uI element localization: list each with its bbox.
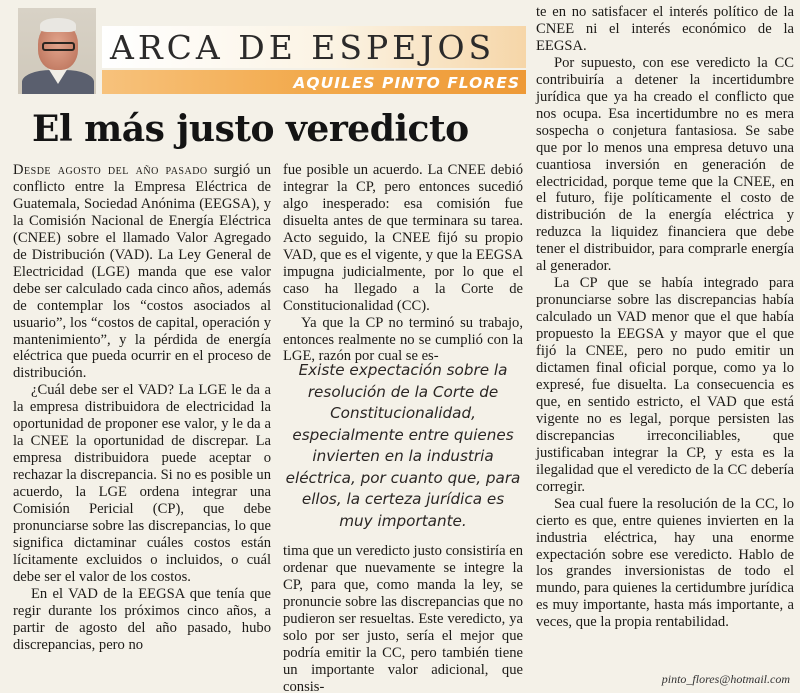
paragraph-6: tima que un veredicto justo consistiría en ordenar que nuevamente se integre la CP, para que, como manda la ley, se pronuncie sobre las discrepancias que no pudieron ser resueltas. Este veredicto, ya solo por ser justo, sería el mejor que podría emitir la CC, pero también tiene un importante valor adicional, que consis- (283, 543, 523, 693)
column-banner (18, 8, 526, 98)
article-column-2-bottom (283, 543, 523, 693)
paragraph-1 (13, 162, 271, 382)
paragraph-3: En el VAD de la EEGSA que tenía que regir durante los próximos cinco años, a partir de agosto del año pasado, hubo discrepancias, pero no (13, 585, 271, 653)
paragraph-5: Ya que la CP no terminó su trabajo, entonces realmente no se cumplió con la LGE, razón por cual se es- (283, 314, 523, 365)
paragraph-8: Por supuesto, con ese veredicto la CC contribuiría a detener la incertidumbre jurídica que ya ha creado el conflicto que nos ocupa. Esa incertidumbre no es mera sospecha o conjetura fantasiosa. Se sabe que por lo menos una empresa detuvo una cuantiosa inversión en generación de electricidad, porque teme que la CNEE, en el futuro, fije políticamente el costo de distribución de la energía eléctrica y reduzca la liquidez financiera que debe tener el distribuidor, para comprarle energía al generador. (536, 54, 794, 275)
paragraph-1-text: surgió un conflicto entre la Empresa Eléctrica de Guatemala, Sociedad Anónima (EEGSA), y la Comisión Nacional de Energía Eléctrica (CNEE) sobre el llamado Valor Agregado de Distribución (VAD). La Ley General de Electricidad (LGE) manda que ese valor debe ser calculado cada cinco años, además de contemplar los “costos asociados al usuario”, los “costos de capital, operación y mantenimiento”, y la pérdida de energía eléctrica que pueda ocurrir en el proceso de distribución. (13, 162, 271, 382)
article-column-1 (13, 162, 271, 692)
pull-quote: Existe expectación sobre la resolución de la Corte de Constitucionalidad, especialmente entre quienes invierten en la industria eléctrica, por cuanto que, para ellos, la certeza jurídica es muy importante. (285, 361, 521, 530)
photo-hair (40, 18, 76, 32)
paragraph-7: te en no satisfacer el interés político de la CNEE ni el interés económico de la EEGSA. (536, 4, 794, 54)
article-column-2-top (283, 162, 523, 365)
photo-glasses (42, 42, 75, 51)
author-email: pinto_flores@hotmail.com (661, 672, 790, 686)
paragraph-4: fue posible un acuerdo. La CNEE debió integrar la CP, pero entonces sucedió algo inesperado: esa comisión fue disuelta antes de que terminara su tarea. Acto seguido, la CNEE fijó su propio VAD, que es el vigente, y que la EEGSA impugna judicialmente, por lo que el caso ha llegado a la Corte de Constitucionalidad (CC). (283, 162, 523, 314)
author-name: AQUILES PINTO FLORES (293, 74, 520, 92)
paragraph-9: La CP que se había integrado para pronunciarse sobre las discrepancias había calculado un VAD menor que el que había propuesto la EEGSA y mayor que el que fijó la CNEE, pero no pudo emitir un dictamen final oficial porque, como ya lo expresé, fue disuelta. La consecuencia es que, en sentido estricto, el VAD que está vigente no es legal, porque persisten las discrepancias irreconciliables, que justificaban integrar la CP, y esta es la ilegalidad que el veredicto de la CC debería corregir. (536, 275, 794, 495)
lead-in-caps: Desde agosto del año pasado (13, 162, 208, 178)
author-photo (18, 8, 96, 94)
headline: El más justo veredicto (32, 108, 469, 150)
column-name: ARCA DE ESPEJOS (110, 28, 496, 67)
paragraph-2: ¿Cuál debe ser el VAD? La LGE le da a la empresa distribuidora de electricidad la oportunidad de proponer ese valor, y le da a la CNEE la oportunidad de discrepar. La empresa distribuidora puede aceptar o rechazar la discrepancia. Si no es posible un acuerdo, la LGE ordena integrar una Comisión Pericial (CP), que debe pronunciarse sobre las discrepancias, lo que significa dictaminar cuáles costos están lícitamente excluidos o incluidos, o cuál debe ser el valor de los costos. (13, 382, 271, 585)
paragraph-10: Sea cual fuere la resolución de la CC, lo cierto es que, entre quienes invierten en la industria eléctrica, hay una enorme expectación sobre ese veredicto. Hablo de los grandes inversionistas de todo el mundo, para quienes la certidumbre jurídica es muy importante, hasta más importante, a veces, que la propia rentabilidad. (536, 495, 794, 631)
article-column-3 (536, 4, 794, 671)
